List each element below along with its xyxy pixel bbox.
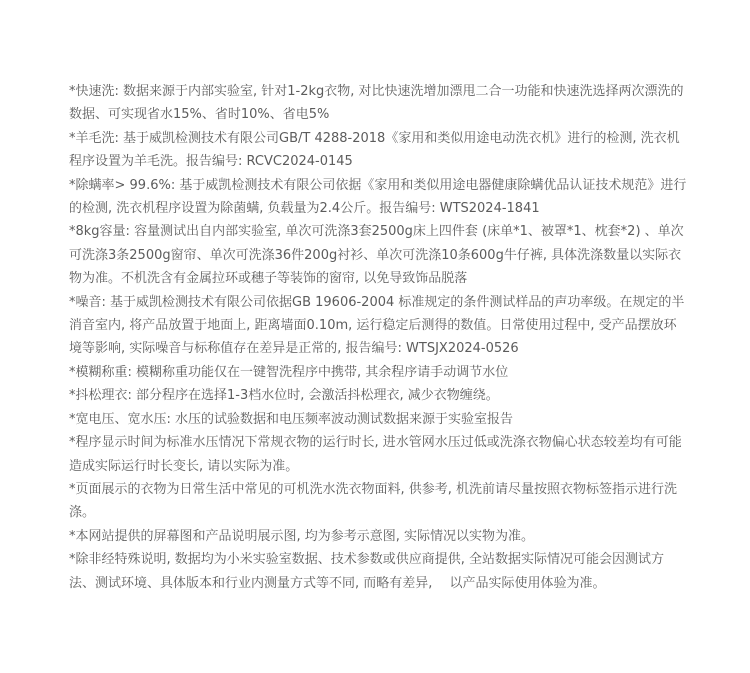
note-data-source: *除非经特殊说明, 数据均为小米实验室数据、技术参数或供应商提供, 全站数据实际情况可能会因测试方法、测试环境、具体版本和行业内测量方式等不同, 而略有差异, 以产品实际使用体验为准。 <box>69 552 665 591</box>
note-shake-loosen: *抖松理衣: 部分程序在选择1-3档水位时, 会激活抖松理衣, 减少衣物缠绕。 <box>69 388 499 404</box>
note-mite-removal: *除螨率> 99.6%: 基于威凯检测技术有限公司依据《家用和类似用途电器健康除螨优品认证技术规范》进行的检测, 洗衣机程序设置为除菌螨, 负载量为2.4公斤。报告编号: WTS2024-1841 <box>69 177 687 217</box>
note-fabric-display: *页面展示的衣物为日常生活中常见的可机洗水洗衣物面料, 供参考, 机洗前请尽量按照衣物标签指示进行洗涤。 <box>69 481 678 521</box>
note-wool-wash: *羊毛洗: 基于威凯检测技术有限公司GB/T 4288-2018《家用和类似用途电动洗衣机》进行的检测, 洗衣机程序设置为羊毛洗。报告编号: RCVC2024-0145 <box>69 130 680 170</box>
note-screen-images: *本网站提供的屏幕图和产品说明展示图, 均为参考示意图, 实际情况以实物为准。 <box>69 528 535 544</box>
note-fuzzy-weighing: *模糊称重: 模糊称重功能仅在一键智洗程序中携带, 其余程序请手动调节水位 <box>69 364 509 380</box>
note-8kg-capacity: *8kg容量: 容量测试出自内部实验室, 单次可洗涤3套2500g床上四件套 (床单*1、被罩*1、枕套*2) 、单次可洗涤3条2500g窗帘、单次可洗涤36件200g衬衫、单次可洗涤10条600g牛仔裤, 具体洗涤数量以实际衣物为准。不机洗含有金属拉环或穗子等装饰的窗帘, 以免导致饰品脱落 <box>69 224 684 287</box>
note-wide-voltage-pressure: *宽电压、宽水压: 水压的试验数据和电压频率波动测试数据来源于实验室报告 <box>69 411 514 427</box>
note-program-time: *程序显示时间为标准水压情况下常规衣物的运行时长, 进水管网水压过低或洗涤衣物偏心状态较差均有可能造成实际运行时长变长, 请以实际为准。 <box>69 435 682 474</box>
note-noise: *噪音: 基于威凯检测技术有限公司依据GB 19606-2004 标准规定的条件测试样品的声功率级。在规定的半消音室内, 将产品放置于地面上, 距离墙面0.10m, 运行稳定后测得的数值。日常使用过程中, 受产品摆放环境等影响, 实际噪音与标称值存在差异是正常的, 报告编号: WTSJX2024-0526 <box>69 294 685 357</box>
disclaimer-notes-list <box>69 80 689 595</box>
note-quick-wash: *快速洗: 数据来源于内部实验室, 针对1-2kg衣物, 对比快速洗增加漂甩二合一功能和快速洗选择两次漂洗的数据、可实现省水15%、省时10%、省电5% <box>69 84 684 123</box>
